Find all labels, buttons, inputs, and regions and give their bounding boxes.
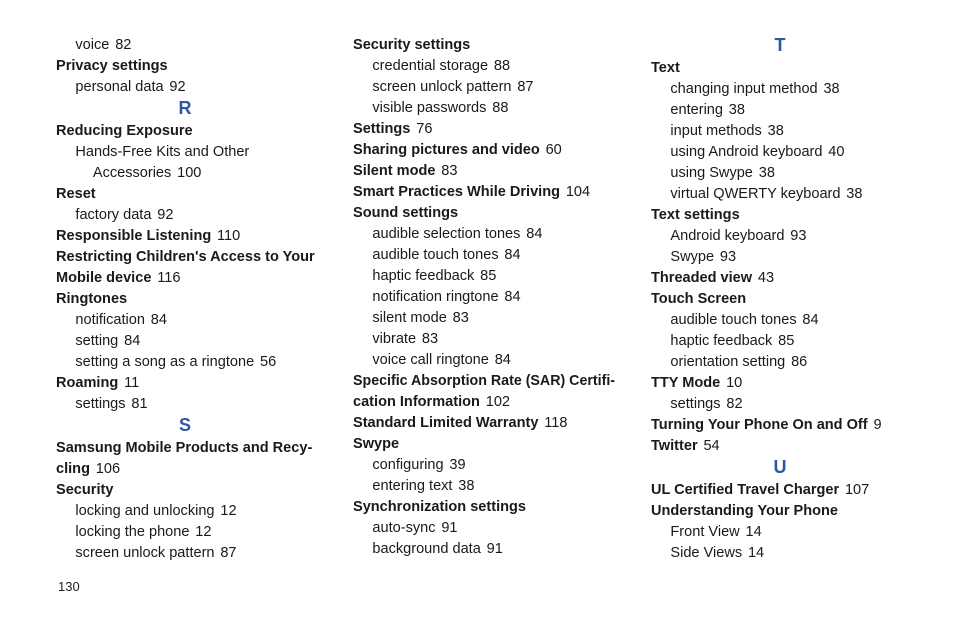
index-entry bbox=[353, 370, 616, 391]
index-subentry bbox=[56, 542, 318, 563]
entry-term: vibrate bbox=[372, 330, 417, 347]
entry-page-number: 38 bbox=[728, 101, 745, 118]
entry-term: Standard Limited Warranty bbox=[353, 414, 539, 431]
entry-term: Swype bbox=[670, 248, 715, 265]
entry-term: Accessories bbox=[92, 164, 172, 181]
index-subentry bbox=[651, 393, 913, 414]
entry-term: haptic feedback bbox=[372, 267, 475, 284]
entry-term: input methods bbox=[670, 122, 762, 139]
entry-page-number: 83 bbox=[452, 309, 469, 326]
entry-term: setting a song as a ringtone bbox=[75, 353, 255, 370]
entry-page-number: 14 bbox=[747, 544, 765, 561]
index-entry bbox=[56, 55, 318, 76]
index-entry bbox=[353, 433, 615, 454]
entry-term: settings bbox=[75, 395, 126, 412]
index-subentry bbox=[56, 330, 318, 351]
index-subentry bbox=[651, 78, 913, 99]
entry-term: TTY Mode bbox=[651, 374, 721, 391]
entry-term: Twitter bbox=[651, 437, 698, 454]
entry-term: visible passwords bbox=[372, 99, 487, 116]
entry-term: Responsible Listening bbox=[56, 227, 212, 244]
index-subentry bbox=[56, 521, 318, 542]
entry-term: Side Views bbox=[670, 544, 743, 561]
entry-term: Settings bbox=[353, 120, 411, 137]
entry-page-number: 84 bbox=[504, 246, 521, 263]
entry-term: settings bbox=[670, 395, 721, 412]
index-subentry bbox=[56, 76, 318, 97]
entry-page-number: 84 bbox=[150, 311, 167, 328]
index-entry bbox=[353, 118, 615, 139]
index-entry bbox=[353, 181, 615, 202]
entry-page-number: 11 bbox=[124, 374, 140, 391]
entry-page-number: 110 bbox=[217, 227, 241, 244]
entry-page-number: 82 bbox=[115, 36, 132, 53]
entry-page-number: 85 bbox=[778, 332, 795, 349]
index-subentry bbox=[353, 286, 615, 307]
entry-term: haptic feedback bbox=[670, 332, 773, 349]
entry-term: notification ringtone bbox=[372, 288, 499, 305]
entry-term: screen unlock pattern bbox=[75, 544, 215, 561]
entry-term: Ringtones bbox=[56, 290, 128, 307]
entry-term: Text settings bbox=[651, 206, 740, 223]
entry-term: Reset bbox=[56, 185, 96, 202]
entry-page-number: 106 bbox=[95, 460, 121, 477]
entry-term: auto-sync bbox=[372, 519, 436, 536]
entry-term: Threaded view bbox=[651, 269, 753, 286]
entry-term: Swype bbox=[353, 435, 400, 452]
entry-page-number: 84 bbox=[124, 332, 141, 349]
index-subentry bbox=[353, 454, 615, 475]
index-entry bbox=[353, 412, 615, 433]
entry-term: screen unlock pattern bbox=[372, 78, 512, 95]
index-subentry bbox=[56, 309, 318, 330]
index-subentry bbox=[651, 351, 913, 372]
entry-page-number: 38 bbox=[758, 164, 775, 181]
entry-page-number: 14 bbox=[745, 523, 762, 540]
entry-page-number: 102 bbox=[485, 393, 511, 410]
entry-page-number: 60 bbox=[545, 141, 562, 158]
entry-term: credential storage bbox=[372, 57, 489, 74]
entry-page-number: 85 bbox=[480, 267, 497, 284]
entry-term: voice bbox=[75, 36, 110, 53]
entry-page-number: 92 bbox=[169, 78, 186, 95]
index-subentry bbox=[651, 542, 913, 563]
entry-page-number: 56 bbox=[259, 353, 277, 370]
index-subentry bbox=[353, 328, 615, 349]
entry-term: Front View bbox=[670, 523, 740, 540]
index-column-2 bbox=[353, 34, 623, 559]
entry-term: Sharing pictures and video bbox=[353, 141, 540, 158]
entry-term: setting bbox=[75, 332, 119, 349]
index-subentry bbox=[56, 500, 318, 521]
index-subentry bbox=[353, 475, 615, 496]
entry-page-number: 88 bbox=[493, 57, 511, 74]
entry-term: Hands-Free Kits and Other bbox=[75, 143, 250, 160]
section-letter: T bbox=[774, 35, 786, 55]
entry-term: background data bbox=[372, 540, 481, 557]
entry-page-number: 10 bbox=[726, 374, 743, 391]
index-entry bbox=[651, 479, 913, 500]
entry-page-number: 38 bbox=[846, 185, 863, 202]
entry-term: Turning Your Phone On and Off bbox=[651, 416, 868, 433]
index-subentry bbox=[651, 99, 913, 120]
entry-term: Silent mode bbox=[353, 162, 436, 179]
entry-page-number: 81 bbox=[131, 395, 148, 412]
entry-term: Sound settings bbox=[353, 204, 459, 221]
index-entry bbox=[651, 288, 913, 309]
index-subentry bbox=[353, 55, 615, 76]
entry-page-number: 116 bbox=[157, 269, 181, 286]
entry-page-number: 76 bbox=[416, 120, 433, 137]
index-entry bbox=[56, 246, 318, 267]
entry-term: Security bbox=[56, 481, 114, 498]
page-number: 130 bbox=[58, 579, 80, 594]
entry-term: Text bbox=[651, 59, 680, 76]
entry-page-number: 91 bbox=[486, 540, 503, 557]
index-subentry bbox=[353, 307, 615, 328]
section-letter: R bbox=[178, 98, 192, 118]
index-subentry bbox=[353, 76, 615, 97]
entry-term: entering bbox=[670, 101, 723, 118]
entry-page-number: 118 bbox=[544, 414, 568, 431]
entry-page-number: 38 bbox=[458, 477, 475, 494]
index-entry bbox=[353, 34, 615, 55]
index-entry bbox=[56, 372, 318, 393]
entry-page-number: 43 bbox=[757, 269, 775, 286]
entry-term: Reducing Exposure bbox=[56, 122, 193, 139]
entry-term: personal data bbox=[75, 78, 164, 95]
entry-page-number: 91 bbox=[441, 519, 458, 536]
section-letter: S bbox=[178, 415, 191, 435]
index-entry bbox=[56, 458, 318, 479]
entry-term: Android keyboard bbox=[670, 227, 785, 244]
entry-page-number: 84 bbox=[504, 288, 521, 305]
index-entry bbox=[353, 391, 615, 412]
index-entry bbox=[353, 202, 615, 223]
index-subentry bbox=[56, 162, 318, 183]
index-entry bbox=[56, 225, 318, 246]
section-letter: U bbox=[773, 457, 787, 477]
index-subentry bbox=[651, 225, 913, 246]
index-subentry bbox=[353, 538, 615, 559]
index-subentry bbox=[56, 204, 318, 225]
entry-page-number: 92 bbox=[157, 206, 174, 223]
entry-page-number: 84 bbox=[526, 225, 543, 242]
index-entry bbox=[651, 57, 913, 78]
entry-term: Mobile device bbox=[56, 269, 152, 286]
entry-term: silent mode bbox=[372, 309, 447, 326]
index-entry bbox=[56, 183, 318, 204]
index-subentry bbox=[353, 349, 615, 370]
entry-term: Touch Screen bbox=[651, 290, 747, 307]
index-subentry bbox=[651, 246, 913, 267]
entry-term: using Swype bbox=[670, 164, 753, 181]
entry-term: Smart Practices While Driving bbox=[353, 183, 561, 200]
index-subentry bbox=[353, 244, 615, 265]
entry-page-number: 88 bbox=[492, 99, 509, 116]
index-subentry bbox=[353, 97, 615, 118]
index-subentry bbox=[56, 141, 318, 162]
index-entry bbox=[651, 372, 913, 393]
entry-term: UL Certified Travel Charger bbox=[651, 481, 840, 498]
entry-term: voice call ringtone bbox=[372, 351, 489, 368]
index-subentry bbox=[353, 265, 615, 286]
entry-page-number: 39 bbox=[449, 456, 466, 473]
index-subentry bbox=[56, 351, 318, 372]
entry-term: Understanding Your Phone bbox=[651, 502, 839, 519]
entry-term: audible selection tones bbox=[372, 225, 521, 242]
entry-page-number: 83 bbox=[421, 330, 439, 347]
index-subentry bbox=[56, 393, 318, 414]
entry-term: factory data bbox=[75, 206, 152, 223]
index-entry bbox=[353, 496, 615, 517]
entry-page-number: 38 bbox=[823, 80, 840, 97]
index-subentry bbox=[651, 521, 913, 542]
index-subentry bbox=[651, 309, 913, 330]
entry-term: virtual QWERTY keyboard bbox=[670, 185, 841, 202]
entry-page-number: 107 bbox=[844, 481, 870, 498]
entry-term: Roaming bbox=[56, 374, 119, 391]
index-entry bbox=[56, 479, 318, 500]
entry-page-number: 9 bbox=[873, 416, 882, 433]
entry-term: Restricting Children's Access to Your bbox=[56, 248, 315, 265]
index-subentry bbox=[651, 120, 913, 141]
entry-page-number: 54 bbox=[703, 437, 720, 454]
index-entry bbox=[651, 414, 913, 435]
entry-term: locking and unlocking bbox=[75, 502, 215, 519]
entry-term: Privacy settings bbox=[56, 57, 168, 74]
index-entry bbox=[651, 204, 913, 225]
index-subentry bbox=[651, 183, 913, 204]
entry-term: cling bbox=[56, 460, 90, 477]
entry-page-number: 87 bbox=[517, 78, 534, 95]
index-column-3 bbox=[651, 34, 921, 563]
entry-term: using Android keyboard bbox=[670, 143, 823, 160]
entry-page-number: 12 bbox=[195, 523, 212, 540]
entry-term: locking the phone bbox=[75, 523, 190, 540]
entry-page-number: 40 bbox=[828, 143, 845, 160]
entry-term: entering text bbox=[372, 477, 453, 494]
index-subentry bbox=[651, 141, 913, 162]
entry-term: audible touch tones bbox=[670, 311, 797, 328]
index-entry bbox=[651, 267, 913, 288]
index-subentry bbox=[651, 162, 913, 183]
entry-page-number: 87 bbox=[220, 544, 237, 561]
index-entry bbox=[353, 139, 615, 160]
index-entry bbox=[651, 500, 913, 521]
entry-term: notification bbox=[75, 311, 145, 328]
index-entry bbox=[56, 120, 318, 141]
entry-page-number: 84 bbox=[802, 311, 819, 328]
entry-page-number: 100 bbox=[177, 164, 202, 181]
entry-term: orientation setting bbox=[670, 353, 786, 370]
entry-page-number: 93 bbox=[790, 227, 807, 244]
entry-term: Specific Absorption Rate (SAR) Certifi- bbox=[353, 372, 616, 389]
entry-term: Samsung Mobile Products and Recy- bbox=[56, 439, 313, 456]
entry-page-number: 83 bbox=[441, 162, 458, 179]
index-entry bbox=[56, 288, 318, 309]
entry-page-number: 93 bbox=[719, 248, 737, 265]
entry-page-number: 38 bbox=[767, 122, 784, 139]
entry-term: Security settings bbox=[353, 36, 471, 53]
entry-page-number: 12 bbox=[220, 502, 237, 519]
index-subentry bbox=[353, 223, 615, 244]
index-entry bbox=[651, 435, 913, 456]
entry-page-number: 82 bbox=[726, 395, 743, 412]
index-entry bbox=[353, 160, 615, 181]
entry-page-number: 104 bbox=[565, 183, 591, 200]
entry-term: Synchronization settings bbox=[353, 498, 527, 515]
index-entry bbox=[56, 267, 318, 288]
entry-page-number: 84 bbox=[494, 351, 511, 368]
entry-page-number: 86 bbox=[791, 353, 808, 370]
entry-term: cation Information bbox=[353, 393, 480, 410]
index-subentry bbox=[651, 330, 913, 351]
entry-term: changing input method bbox=[670, 80, 818, 97]
index-column-1 bbox=[56, 34, 326, 563]
index-subentry bbox=[56, 34, 318, 55]
index-entry bbox=[56, 437, 318, 458]
entry-term: audible touch tones bbox=[372, 246, 499, 263]
entry-term: configuring bbox=[372, 456, 444, 473]
index-subentry bbox=[353, 517, 615, 538]
